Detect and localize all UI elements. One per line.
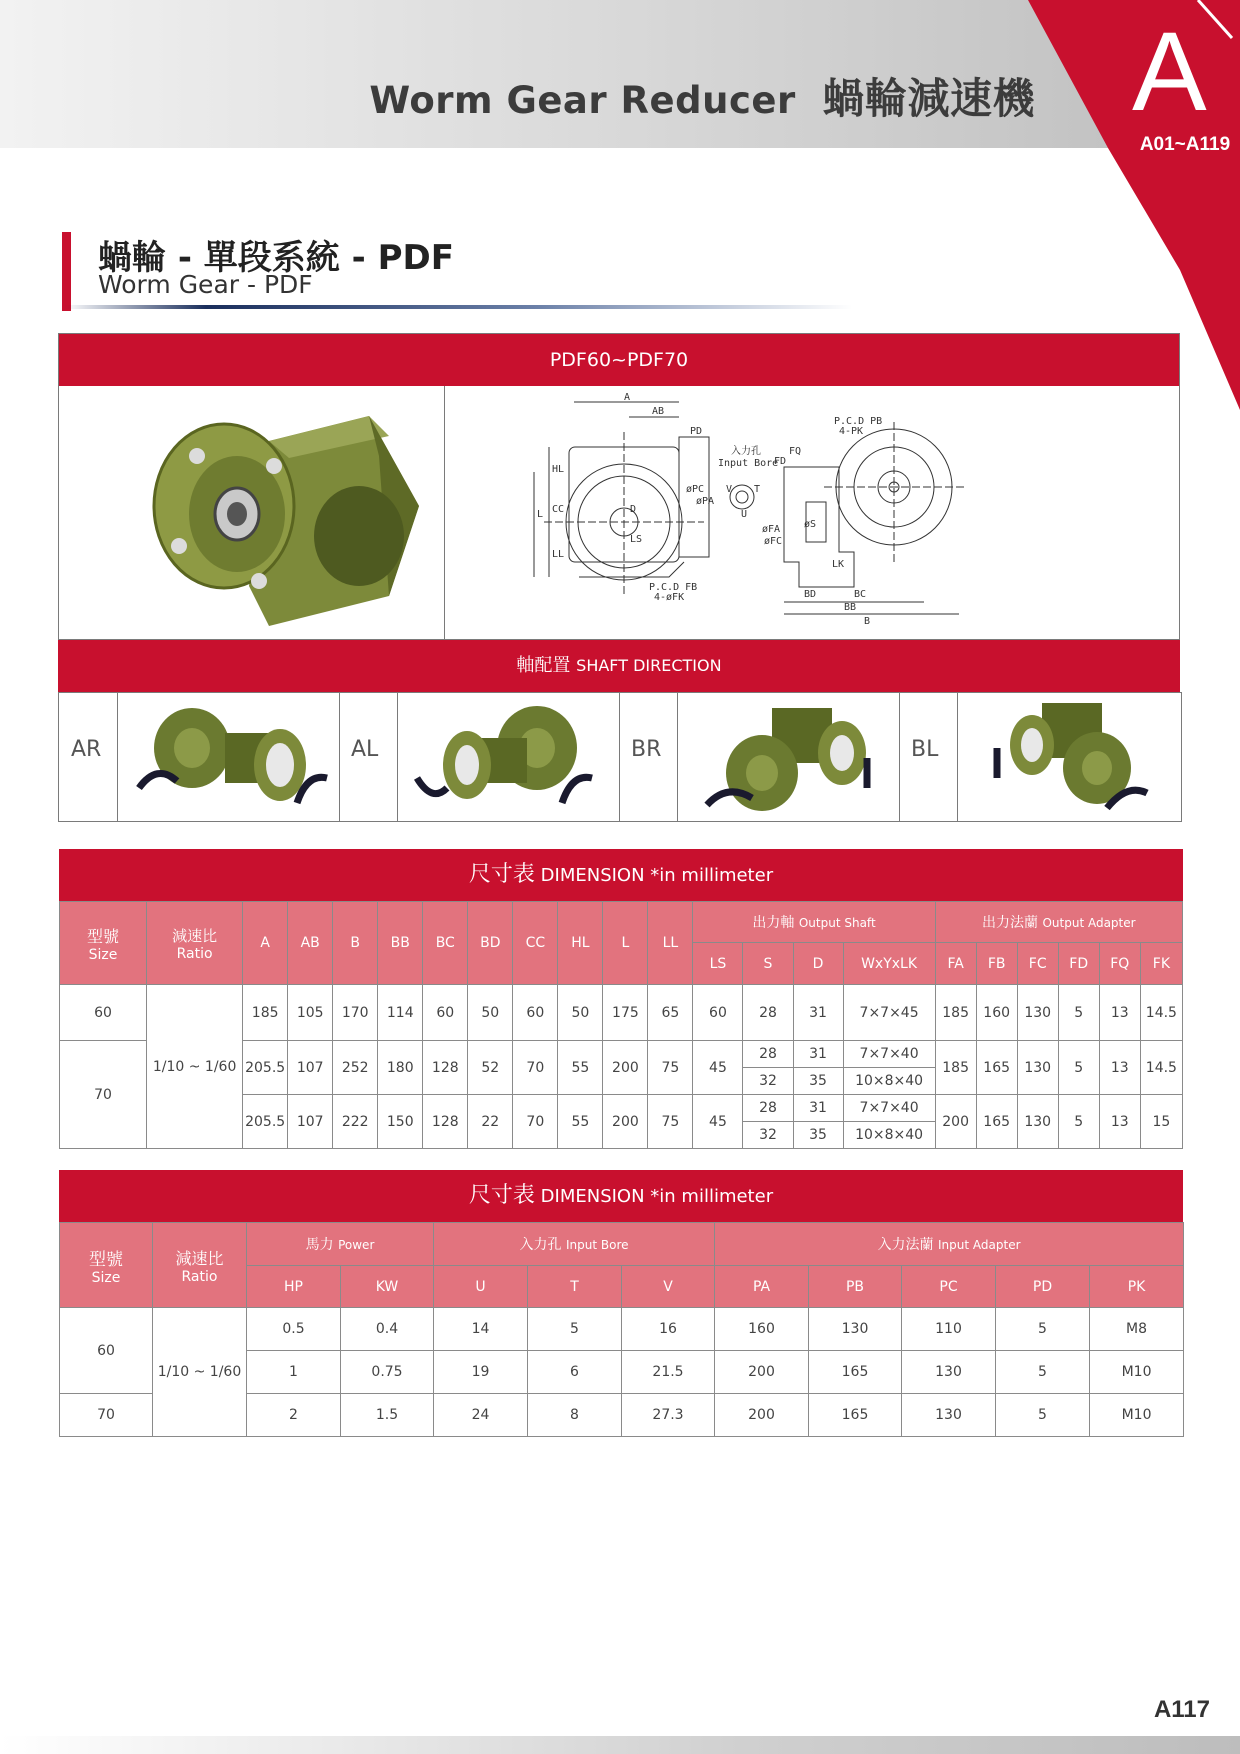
table1-title-zh: 尺寸表	[468, 862, 535, 887]
drawing-label-fa: øFA	[762, 524, 781, 535]
table1-output-shaft-header	[693, 902, 935, 943]
table1-cell: 31	[793, 1095, 843, 1122]
reducer-bl-icon	[957, 693, 1181, 821]
table1-cell: 185	[243, 985, 288, 1041]
dimension-table-2	[59, 1222, 1184, 1437]
table2-col-t: T	[528, 1266, 622, 1308]
table2-cell: 16	[622, 1308, 715, 1351]
table1-cell: 107	[288, 1041, 333, 1095]
gear-reducer-image	[119, 396, 439, 636]
table1-cell: 22	[468, 1095, 513, 1149]
table1-cell: 105	[288, 985, 333, 1041]
table1-cell: 7×7×45	[843, 985, 935, 1041]
drawing-label-hl: HL	[552, 464, 565, 475]
table2-ratio-en: Ratio	[181, 1268, 218, 1285]
table1-cell: 200	[603, 1095, 648, 1149]
table1-output-shaft-zh: 出力軸	[752, 915, 795, 931]
table1-cell: 5	[1058, 985, 1099, 1041]
table1-cell: 114	[378, 985, 423, 1041]
reducer-al-icon	[397, 693, 619, 821]
shaft-dir-label: BR	[631, 737, 662, 762]
table1-cell: 31	[793, 985, 843, 1041]
table1-cell: 60	[423, 985, 468, 1041]
header-title	[369, 66, 1035, 126]
table1-size-70: 70	[60, 1041, 147, 1149]
table1-cell: 252	[333, 1041, 378, 1095]
header-title-en: Worm Gear Reducer	[369, 79, 796, 122]
table2-title-en: DIMENSION *in millimeter	[540, 1186, 774, 1207]
table2-cell: 0.75	[341, 1351, 434, 1394]
product-panel	[58, 333, 1180, 640]
table1-output-adapter-zh: 出力法蘭	[982, 915, 1039, 931]
table2-cell: 5	[996, 1308, 1090, 1351]
table1-col-cc: CC	[513, 902, 558, 985]
shaft-direction-en: SHAFT DIRECTION	[576, 656, 722, 675]
table2-adapter-zh: 入力法蘭	[877, 1237, 934, 1253]
drawing-label-bore-zh: 入力孔	[731, 446, 761, 457]
table1-size-zh: 型號	[87, 926, 120, 946]
table1-cell: 35	[793, 1122, 843, 1149]
table1-cell: 130	[1017, 985, 1058, 1041]
table1-cell: 14.5	[1140, 1041, 1182, 1095]
reducer-br-icon	[677, 693, 899, 821]
table1-col-bc: BC	[423, 902, 468, 985]
table1-cell: 180	[378, 1041, 423, 1095]
dimension-drawing	[454, 392, 1176, 638]
table2-title-zh: 尺寸表	[468, 1183, 535, 1208]
table1-output-adapter-header	[935, 902, 1182, 943]
table2-adapter-header	[715, 1223, 1184, 1266]
table2-col-pb: PB	[809, 1266, 902, 1308]
table2-cell: 200	[715, 1394, 809, 1437]
table2-cell: 200	[715, 1351, 809, 1394]
table2-cell: 2	[247, 1394, 341, 1437]
table2-adapter-en: Input Adapter	[938, 1238, 1021, 1252]
table1-cell: 32	[743, 1122, 793, 1149]
table1-col-a: A	[243, 902, 288, 985]
table2-col-kw: KW	[341, 1266, 434, 1308]
table2-size-70: 70	[60, 1394, 153, 1437]
table1-cell: 50	[468, 985, 513, 1041]
shaft-dir-cell-ar	[59, 693, 118, 821]
table2-cell: 8	[528, 1394, 622, 1437]
shaft-direction-panel	[58, 692, 1182, 822]
table2-cell: 21.5	[622, 1351, 715, 1394]
drawing-label-ab: AB	[652, 406, 665, 417]
table1-col-fc: FC	[1017, 943, 1058, 985]
table1-cell: 185	[935, 1041, 976, 1095]
shaft-dir-label: AR	[71, 737, 102, 762]
drawing-label-lk: LK	[832, 559, 845, 570]
table1-col-b: B	[333, 902, 378, 985]
table2-cell: M8	[1090, 1308, 1184, 1351]
table2-power-header	[247, 1223, 434, 1266]
table1-col-wxylk: WxYxLK	[843, 943, 935, 985]
table1-col-d: D	[793, 943, 843, 985]
table2-title-bar	[59, 1170, 1183, 1222]
table2-size-60: 60	[60, 1308, 153, 1394]
drawing-label-s: øS	[804, 519, 817, 530]
table1-cell: 160	[976, 985, 1017, 1041]
table1-col-ll: LL	[648, 902, 693, 985]
table2-bore-zh: 入力孔	[519, 1237, 562, 1253]
drawing-label-l: L	[537, 509, 544, 520]
table1-ratio-value: 1/10 ~ 1/60	[147, 985, 243, 1149]
table1-cell: 222	[333, 1095, 378, 1149]
table-row	[60, 985, 1183, 1041]
table2-size-en: Size	[91, 1269, 121, 1286]
drawing-label-fc: øFC	[764, 536, 783, 547]
table2-cell: 24	[434, 1394, 528, 1437]
table2-cell: 5	[996, 1394, 1090, 1437]
table1-cell: 7×7×40	[843, 1095, 935, 1122]
drawing-label-bc: BC	[854, 589, 867, 600]
shaft-dir-cell-br	[619, 693, 678, 821]
table1-cell: 150	[378, 1095, 423, 1149]
table2-cell: 0.4	[341, 1308, 434, 1351]
table1-cell: 31	[793, 1041, 843, 1068]
table1-cell: 13	[1099, 1095, 1140, 1149]
table2-col-pc: PC	[902, 1266, 996, 1308]
shaft-direction-zh: 軸配置	[516, 655, 571, 676]
table1-cell: 200	[935, 1095, 976, 1149]
header-title-zh: 蝸輪減速機	[822, 74, 1035, 123]
table1-size-en: Size	[88, 946, 118, 963]
table2-cell: 130	[809, 1308, 902, 1351]
table2-cell: 19	[434, 1351, 528, 1394]
table1-cell: 205.5	[243, 1095, 288, 1149]
shaft-dir-image-ar	[117, 693, 340, 821]
table2-cell: 14	[434, 1308, 528, 1351]
table1-output-shaft-en: Output Shaft	[798, 916, 876, 930]
table1-col-bd: BD	[468, 902, 513, 985]
drawing-label-bb: BB	[844, 602, 857, 613]
shaft-dir-image-br	[677, 693, 900, 821]
table1-cell: 52	[468, 1041, 513, 1095]
table1-cell: 28	[743, 1095, 793, 1122]
drawing-label-bore-en: Input Bore	[718, 458, 779, 469]
table1-cell: 5	[1058, 1095, 1099, 1149]
table1-col-bb: BB	[378, 902, 423, 985]
drawing-label-d: D	[630, 504, 637, 515]
table1-cell: 70	[513, 1041, 558, 1095]
table2-cell: 6	[528, 1351, 622, 1394]
table1-cell: 205.5	[243, 1041, 288, 1095]
table2-cell: 130	[902, 1351, 996, 1394]
table2-cell: 5	[996, 1351, 1090, 1394]
table2-cell: 110	[902, 1308, 996, 1351]
table1-cell: 175	[603, 985, 648, 1041]
drawing-label-4fk: 4-øFK	[654, 592, 685, 603]
drawing-label-cc: CC	[552, 504, 565, 515]
table1-col-hl: HL	[558, 902, 603, 985]
table1-col-fd: FD	[1058, 943, 1099, 985]
panel-divider	[444, 386, 445, 639]
table1-cell: 50	[558, 985, 603, 1041]
table2-col-v: V	[622, 1266, 715, 1308]
table2-header-size	[60, 1223, 153, 1308]
table1-col-l: L	[603, 902, 648, 985]
table1-cell: 200	[603, 1041, 648, 1095]
table2-header-ratio	[153, 1223, 247, 1308]
shaft-dir-label: AL	[351, 737, 379, 762]
model-range-bar: PDF60~PDF70	[59, 334, 1179, 386]
section-letter: A	[1132, 9, 1207, 134]
table2-cell: 1.5	[341, 1394, 434, 1437]
table1-cell: 45	[693, 1095, 743, 1149]
drawing-label-pcd-fb: P.C.D FB	[649, 582, 698, 593]
table1-cell: 75	[648, 1041, 693, 1095]
shaft-dir-label: BL	[911, 737, 939, 762]
table2-bore-en: Input Bore	[565, 1238, 629, 1252]
footer-band	[0, 1736, 1240, 1754]
table1-header-ratio	[147, 902, 243, 985]
table1-cell: 128	[423, 1041, 468, 1095]
table1-col-fq: FQ	[1099, 943, 1140, 985]
shaft-dir-cell-al	[339, 693, 398, 821]
table1-cell: 15	[1140, 1095, 1182, 1149]
table1-cell: 130	[1017, 1041, 1058, 1095]
table1-cell: 70	[513, 1095, 558, 1149]
table2-col-pd: PD	[996, 1266, 1090, 1308]
table1-cell: 65	[648, 985, 693, 1041]
table2-cell: 165	[809, 1394, 902, 1437]
table2-cell: 165	[809, 1351, 902, 1394]
table1-cell: 35	[793, 1068, 843, 1095]
table1-title-bar	[59, 849, 1183, 901]
drawing-label-b: B	[864, 616, 871, 627]
drawing-label-u: U	[741, 509, 748, 520]
table2-cell: 5	[528, 1308, 622, 1351]
table2-col-pa: PA	[715, 1266, 809, 1308]
section-range: A01~A119	[1139, 134, 1231, 155]
table2-power-zh: 馬力	[305, 1237, 334, 1253]
table1-col-ab: AB	[288, 902, 333, 985]
table1-cell: 60	[513, 985, 558, 1041]
table1-col-ls: LS	[693, 943, 743, 985]
table2-cell: M10	[1090, 1351, 1184, 1394]
table1-ratio-zh: 減速比	[172, 926, 218, 945]
table2-ratio-value: 1/10 ~ 1/60	[153, 1308, 247, 1437]
table1-cell: 13	[1099, 1041, 1140, 1095]
section-title-en: Worm Gear - PDF	[98, 270, 313, 299]
table1-cell: 165	[976, 1095, 1017, 1149]
table1-cell: 130	[1017, 1095, 1058, 1149]
table2-col-hp: HP	[247, 1266, 341, 1308]
table1-cell: 5	[1058, 1041, 1099, 1095]
table2-col-u: U	[434, 1266, 528, 1308]
table1-cell: 32	[743, 1068, 793, 1095]
table1-col-s: S	[743, 943, 793, 985]
table-row	[60, 1308, 1184, 1351]
table1-cell: 170	[333, 985, 378, 1041]
table1-cell: 7×7×40	[843, 1041, 935, 1068]
table1-col-fk: FK	[1140, 943, 1182, 985]
table1-cell: 28	[743, 985, 793, 1041]
table1-cell: 107	[288, 1095, 333, 1149]
section-title-underline	[64, 305, 852, 309]
reducer-ar-icon	[117, 693, 339, 821]
table1-header-size	[60, 902, 147, 985]
table1-cell: 10×8×40	[843, 1122, 935, 1149]
drawing-label-ls: LS	[630, 534, 643, 545]
table1-title-en: DIMENSION *in millimeter	[540, 865, 774, 886]
table2-power-en: Power	[338, 1238, 375, 1252]
table1-ratio-en: Ratio	[176, 945, 213, 962]
table1-cell: 10×8×40	[843, 1068, 935, 1095]
dimension-table-1	[59, 901, 1183, 1149]
table1-output-adapter-en: Output Adapter	[1042, 916, 1136, 930]
section-title-zh: 蝸輪 - 單段系統 - PDF	[98, 238, 454, 278]
shaft-dir-cell-bl	[899, 693, 958, 821]
drawing-label-v: V	[726, 484, 733, 495]
drawing-label-t: T	[754, 484, 761, 495]
table1-cell: 28	[743, 1041, 793, 1068]
table1-cell: 55	[558, 1095, 603, 1149]
table1-col-fb: FB	[976, 943, 1017, 985]
table2-bore-header	[434, 1223, 715, 1266]
table1-size-60: 60	[60, 985, 147, 1041]
drawing-label-fq: FQ	[789, 446, 802, 457]
table1-cell: 14.5	[1140, 985, 1182, 1041]
table2-cell: 0.5	[247, 1308, 341, 1351]
table2-size-zh: 型號	[89, 1249, 123, 1270]
drawing-label-pa: øPA	[696, 496, 715, 507]
drawing-label-a: A	[624, 392, 631, 403]
table1-cell: 165	[976, 1041, 1017, 1095]
table2-cell: 1	[247, 1351, 341, 1394]
drawing-label-ll: LL	[552, 549, 565, 560]
table1-cell: 128	[423, 1095, 468, 1149]
table2-cell: 130	[902, 1394, 996, 1437]
shaft-dir-image-bl	[957, 693, 1181, 821]
section-title-bar	[62, 232, 71, 311]
page-number: A117	[1153, 1696, 1210, 1723]
table2-cell: 160	[715, 1308, 809, 1351]
drawing-label-pd: PD	[690, 426, 703, 437]
table2-col-pk: PK	[1090, 1266, 1184, 1308]
table1-col-fa: FA	[935, 943, 976, 985]
table1-cell: 60	[693, 985, 743, 1041]
table2-ratio-zh: 減速比	[175, 1248, 224, 1268]
drawing-label-pc: øPC	[686, 484, 705, 495]
table1-cell: 13	[1099, 985, 1140, 1041]
table1-cell: 185	[935, 985, 976, 1041]
drawing-label-fd: FD	[774, 456, 787, 467]
shaft-dir-image-al	[397, 693, 620, 821]
table2-cell: 27.3	[622, 1394, 715, 1437]
drawing-label-bd: BD	[804, 589, 817, 600]
table1-cell: 75	[648, 1095, 693, 1149]
drawing-label-pcd-pb: P.C.D PB	[834, 416, 883, 427]
table2-cell: M10	[1090, 1394, 1184, 1437]
drawing-label-4pk: 4-PK	[839, 426, 864, 437]
table1-cell: 55	[558, 1041, 603, 1095]
table1-cell: 45	[693, 1041, 743, 1095]
shaft-direction-bar	[58, 640, 1180, 692]
